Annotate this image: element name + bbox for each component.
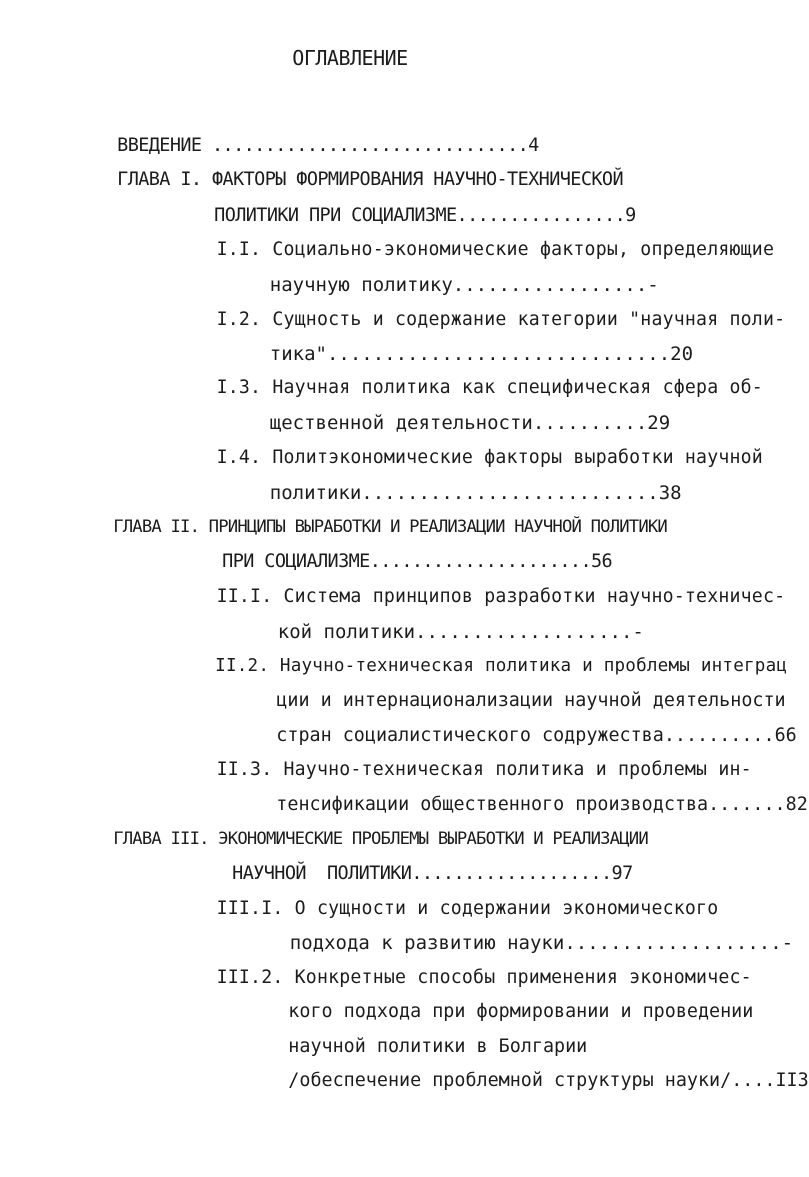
toc-leader-dots: ................... (564, 932, 782, 954)
toc-entry-text: ПОЛИТИКИ ПРИ СОЦИАЛИЗМЕ (214, 205, 457, 226)
toc-entry-text: /обеспечение проблемной структуры науки/ (288, 1070, 732, 1091)
toc-entry-text: научной политики в Болгарии (288, 1036, 588, 1057)
toc-leader-dots: ..................... (369, 551, 592, 572)
toc-entry-text: ВВЕДЕНИЕ (117, 135, 202, 156)
toc-leader-dots: ................... (415, 621, 633, 643)
toc-leader-dots: ....... (708, 794, 786, 815)
toc-entry-text: ции и интернационализации научной деятельности (276, 690, 786, 711)
toc-page-number: 82 (785, 794, 808, 815)
toc-entry (244, 1045, 809, 1117)
toc-leader-dots: .... (731, 1070, 776, 1091)
toc-entry-text: I.I. Социально-экономические факторы, определяющие (216, 239, 775, 260)
toc-page-number: 38 (658, 482, 682, 504)
toc-leader-dots: .............................. (326, 343, 671, 365)
toc-entry-text: щественной деятельности (269, 412, 533, 434)
toc-leader-dots: .......... (532, 412, 648, 434)
toc-entry-text: I.3. Научная политика как специфическая сфера об- (216, 377, 763, 398)
toc-leader-dots: ................. (452, 274, 648, 296)
toc-entry-text: III.2. Конкретные способы применения экономичес- (216, 967, 752, 988)
toc-page-number: 56 (591, 551, 613, 572)
toc-entry-text: кого подхода при формировании и проведении (288, 1001, 754, 1022)
toc-entry-text: I.2. Сущность и содержание категории "научная поли- (216, 309, 786, 330)
toc-entry-text: ПРИ СОЦИАЛИЗМЕ (222, 551, 370, 572)
toc-entry-text: II.2. Научно-техническая политика и проблемы интеграц (215, 656, 788, 676)
toc-page-number: 20 (670, 343, 694, 365)
toc-page-number: - (632, 621, 644, 643)
toc-entry-text: тика" (269, 343, 327, 365)
toc-leader-dots: .......................... (361, 482, 659, 504)
toc-page-number: 4 (528, 135, 539, 156)
toc-leader-dots: ................... (411, 863, 612, 884)
toc-entry-text: ГЛАВА I. ФАКТОРЫ ФОРМИРОВАНИЯ НАУЧНО-ТЕХНИЧЕСКОЙ (117, 169, 623, 190)
toc-entry-text: НАУЧНОЙ ПОЛИТИКИ (232, 863, 412, 884)
toc-entry-text: тенсификации общественного производства (276, 794, 709, 815)
toc-leader-dots: ................ (456, 205, 626, 226)
page-title: ОГЛАВЛЕНИЕ (292, 46, 408, 70)
toc-leader-dots: .......... (663, 725, 775, 746)
toc-entry-text: кой политики (277, 621, 416, 643)
toc-entry-text: I.4. Политэкономические факторы выработки научной (216, 447, 763, 468)
toc-entry-text: ГЛАВА III. ЭКОНОМИЧЕСКИЕ ПРОБЛЕМЫ ВЫРАБОТКИ И РЕАЛИЗАЦИИ (113, 829, 648, 849)
toc-entry-text: II.3. Научно-техническая политика и проблемы ин- (216, 759, 752, 780)
toc-page-number: - (647, 274, 659, 296)
toc-entry-text: стран социалистического содружества (276, 725, 664, 746)
toc-entry-text: подхода к развитию науки (289, 932, 565, 954)
toc-page-number: 97 (611, 863, 633, 884)
toc-page-number: II3 (775, 1070, 809, 1091)
toc-entry-text: ГЛАВА II. ПРИНЦИПЫ ВЫРАБОТКИ И РЕАЛИЗАЦИИ НАУЧНОЙ ПОЛИТИКИ (113, 517, 667, 537)
toc-page-number: 9 (625, 205, 636, 226)
toc-leader-dots: .............................. (201, 135, 529, 156)
toc-page-number: - (781, 932, 794, 954)
toc-entry-text: III.I. О сущности и содержании экономического (216, 898, 719, 919)
toc-entry-text: II.I. Система принципов разработки научно-техничес- (216, 586, 786, 607)
toc-page-number: 29 (647, 412, 671, 434)
toc-entry-text: научную политику (269, 274, 453, 296)
toc-page-number: 66 (774, 725, 797, 746)
toc-entry-text: политики (269, 482, 362, 504)
